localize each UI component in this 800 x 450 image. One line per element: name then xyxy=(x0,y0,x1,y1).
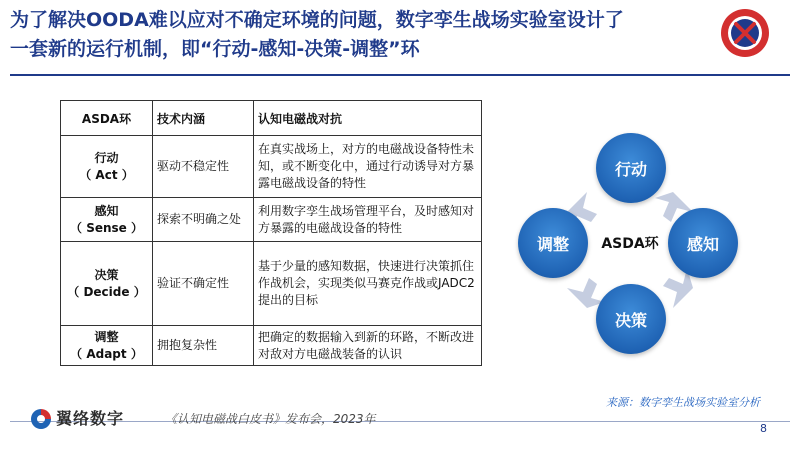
title-line-1: 为了解决OODA难以应对不确定环境的问题，数字孪生战场实验室设计了 xyxy=(10,9,624,31)
cycle-node-adapt: 调整 xyxy=(518,208,588,278)
row-en: （ Decide ） xyxy=(67,284,146,299)
row-name: 决策 xyxy=(94,267,119,282)
row-ew: 基于少量的感知数据，快速进行决策抓住作战机会，实现类似马赛克作战或JADC2提出的目标 xyxy=(254,242,482,326)
cycle-node-sense: 感知 xyxy=(668,208,738,278)
table-header-row xyxy=(61,101,482,136)
cycle-node-decide: 决策 xyxy=(596,284,666,354)
row-en: （ Sense ） xyxy=(70,220,143,235)
page-number: 8 xyxy=(760,422,767,435)
row-en: （ Adapt ） xyxy=(70,346,143,361)
row-tech: 探索不明确之处 xyxy=(153,198,254,242)
row-ew: 利用数字孪生战场管理平台，及时感知对方暴露的电磁战设备的特性 xyxy=(254,198,482,242)
brand-logo-icon xyxy=(30,408,52,430)
cycle-center-label: ASDA环 xyxy=(601,236,659,252)
asda-table xyxy=(60,100,482,366)
col-header-asda: ASDA环 xyxy=(61,101,153,136)
title-line-2: 一套新的运行机制，即“行动-感知-决策-调整”环 xyxy=(10,38,420,60)
emblem-logo-icon xyxy=(720,8,770,58)
row-tech: 驱动不稳定性 xyxy=(153,136,254,198)
cycle-node-act: 行动 xyxy=(596,133,666,203)
row-ew: 把确定的数据输入到新的环路，不断改进对敌对方电磁战装备的认识 xyxy=(254,326,482,366)
row-tech: 验证不确定性 xyxy=(153,242,254,326)
row-name: 行动 xyxy=(94,150,119,165)
row-tech: 拥抱复杂性 xyxy=(153,326,254,366)
col-header-ew: 认知电磁战对抗 xyxy=(254,101,482,136)
source-note: 来源：数字孪生战场实验室分析 xyxy=(606,396,760,409)
header-divider xyxy=(10,74,790,76)
row-name: 调整 xyxy=(94,329,119,344)
row-name: 感知 xyxy=(94,203,119,218)
col-header-tech: 技术内涵 xyxy=(153,101,254,136)
event-footnote: 《认知电磁战白皮书》发布会，2023年 xyxy=(165,412,376,426)
row-label-decide xyxy=(61,242,153,326)
row-ew: 在真实战场上，对方的电磁战设备特性未知，或不断变化中，通过行动诱导对方暴露电磁战设备的特性 xyxy=(254,136,482,198)
brand-name: 翼络数字 xyxy=(56,409,125,428)
table-row xyxy=(61,242,482,326)
table-row xyxy=(61,326,482,366)
row-en: （ Act ） xyxy=(79,167,134,182)
page-title xyxy=(10,6,700,64)
table-row xyxy=(61,198,482,242)
row-label-act xyxy=(61,136,153,198)
footer-divider xyxy=(10,421,790,422)
row-label-sense xyxy=(61,198,153,242)
table-row xyxy=(61,136,482,198)
row-label-adapt xyxy=(61,326,153,366)
